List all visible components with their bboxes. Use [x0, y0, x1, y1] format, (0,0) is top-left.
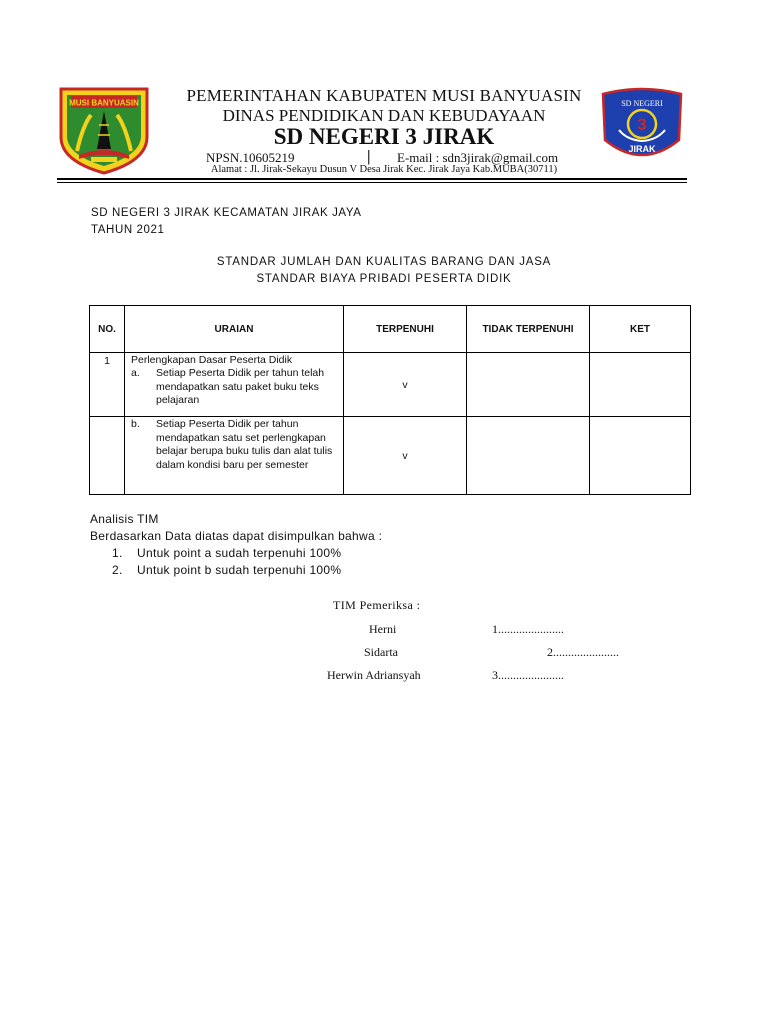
header-terpenuhi: TERPENUHI	[344, 306, 467, 353]
letterhead-separator: |	[367, 148, 371, 165]
team-member-name: Herni	[369, 622, 397, 636]
row1-item	[125, 367, 343, 408]
analysis-item-text: Untuk point b sudah terpenuhi 100%	[137, 563, 342, 577]
analysis-item-number: 1.	[112, 546, 123, 560]
logo-left-label: MUSI BANYUASIN	[69, 98, 139, 108]
letterhead-government: PEMERINTAHAN KABUPATEN MUSI BANYUASIN	[186, 86, 582, 105]
header-ket: KET	[590, 306, 691, 353]
letterhead-npsn: NPSN.10605219	[206, 150, 295, 165]
letterhead-address: Alamat : Jl. Jirak-Sekayu Dusun V Desa Jirak Kec. Jirak Jaya Kab.MUBA(30711)	[210, 164, 558, 175]
table-row	[90, 353, 691, 417]
row2-ket	[590, 417, 691, 495]
row1-text: Setiap Peserta Didik per tahun telah mendapatkan satu paket buku teks pelajaran	[156, 367, 325, 406]
logo-right-top: SD NEGERI	[621, 99, 663, 108]
letterhead-email: E-mail : sdn3jirak@gmail.com	[397, 150, 559, 165]
analysis-item	[112, 546, 341, 560]
header-tidak-terpenuhi: TIDAK TERPENUHI	[467, 306, 590, 353]
team-member-signature: 3......................	[492, 668, 564, 682]
logo-right-number: 3	[637, 115, 647, 134]
row1-title: Perlengkapan Dasar Peserta Didik	[131, 354, 293, 366]
row1-no: 1	[90, 353, 125, 417]
letterhead-school-name: SD NEGERI 3 JIRAK	[273, 124, 495, 149]
team-member-name: Herwin Adriansyah	[327, 668, 421, 682]
row1-terpenuhi: v	[344, 353, 467, 417]
table-row	[90, 417, 691, 495]
row2-item	[125, 417, 343, 472]
letterhead-rule-thin	[57, 182, 687, 183]
analysis-item	[112, 563, 341, 577]
letterhead-department: DINAS PENDIDIKAN DAN KEBUDAYAAN	[222, 106, 546, 125]
row2-letter: b.	[131, 418, 140, 430]
header-uraian: URAIAN	[125, 306, 344, 353]
row1-uraian	[125, 353, 344, 417]
analysis-item-number: 2.	[112, 563, 123, 577]
musi-banyuasin-logo	[55, 85, 153, 175]
document-title: STANDAR JUMLAH DAN KUALITAS BARANG DAN JASA	[216, 256, 552, 268]
analysis-intro: Berdasarkan Data diatas dapat disimpulkan bahwa :	[90, 529, 383, 543]
team-member-signature: 1......................	[492, 622, 564, 636]
row1-letter: a.	[131, 367, 140, 379]
document-subtitle: STANDAR BIAYA PRIBADI PESERTA DIDIK	[256, 273, 512, 285]
school-district-line: SD NEGERI 3 JIRAK KECAMATAN JIRAK JAYA	[91, 207, 362, 219]
table-header-row	[90, 306, 691, 353]
analysis-heading: Analisis TIM	[90, 512, 159, 526]
year-line: TAHUN 2021	[91, 224, 165, 236]
row2-tidak-terpenuhi	[467, 417, 590, 495]
row2-uraian	[125, 417, 344, 495]
logo-right-label: JIRAK	[628, 144, 656, 154]
team-member-signature: 2......................	[547, 645, 619, 659]
standards-table	[89, 305, 691, 495]
row1-tidak-terpenuhi	[467, 353, 590, 417]
header-no: NO.	[90, 306, 125, 353]
team-heading: TIM Pemeriksa :	[333, 598, 421, 612]
row2-terpenuhi: v	[344, 417, 467, 495]
letterhead-rule-thick	[57, 178, 687, 180]
row2-no	[90, 417, 125, 495]
row2-text: Setiap Peserta Didik per tahun mendapatkan satu set perlengkapan belajar berupa buku tulis dan alat tulis dalam kondisi baru per semester	[156, 418, 333, 471]
team-member-name: Sidarta	[364, 645, 398, 659]
row1-ket	[590, 353, 691, 417]
analysis-item-text: Untuk point a sudah terpenuhi 100%	[137, 546, 342, 560]
